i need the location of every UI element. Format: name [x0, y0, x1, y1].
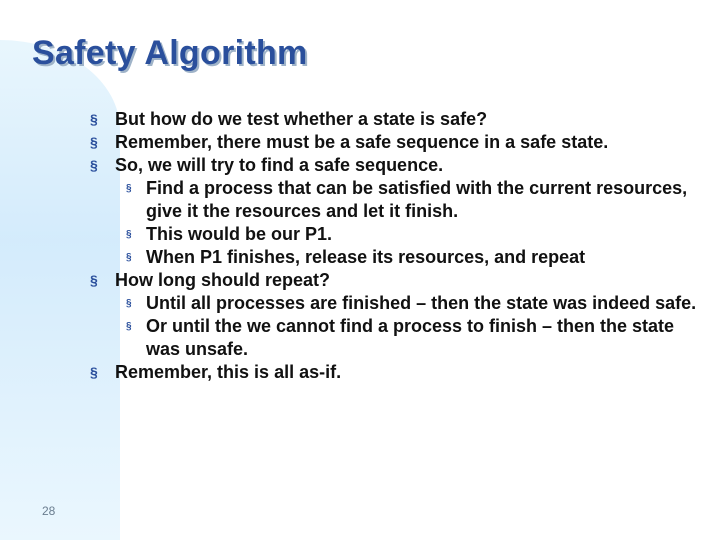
sub-bullet-item [90, 246, 710, 269]
sub-bullet-item [90, 223, 710, 246]
sub-bullet-marker-icon: § [126, 298, 132, 309]
slide-title: Safety Algorithm [32, 34, 308, 72]
sub-bullet-text: Find a process that can be satisfied with the current resources, give it the resources and let it finish. [146, 178, 688, 221]
bullet-marker-icon: § [90, 157, 98, 173]
sub-bullet-marker-icon: § [126, 321, 132, 332]
bullet-text: But how do we test whether a state is safe? [115, 109, 488, 129]
bullet-list [90, 108, 710, 384]
bullet-marker-icon: § [90, 272, 98, 288]
sub-bullet-text: Or until the we cannot find a process to finish – then the state was unsafe. [146, 316, 675, 359]
bullet-marker-icon: § [90, 134, 98, 150]
sub-bullet-text: This would be our P1. [146, 224, 333, 244]
bullet-text: How long should repeat? [115, 270, 330, 290]
bullet-item [90, 361, 710, 384]
sub-bullet-text: When P1 finishes, release its resources, and repeat [146, 247, 586, 267]
sub-bullet-marker-icon: § [126, 229, 132, 240]
bullet-text: Remember, there must be a safe sequence in a safe state. [115, 132, 609, 152]
bullet-text: Remember, this is all as-if. [115, 362, 342, 382]
bullet-item [90, 108, 710, 131]
sub-bullet-marker-icon: § [126, 252, 132, 263]
sub-bullet-item [90, 177, 710, 223]
bullet-item [90, 154, 710, 177]
bullet-text: So, we will try to find a safe sequence. [115, 155, 444, 175]
page-number: 28 [42, 504, 56, 518]
bullet-marker-icon: § [90, 111, 98, 127]
bullet-item [90, 269, 710, 292]
sub-bullet-marker-icon: § [126, 183, 132, 194]
sub-bullet-item [90, 315, 710, 361]
bullet-marker-icon: § [90, 364, 98, 380]
bullet-item [90, 131, 710, 154]
sub-bullet-text: Until all processes are finished – then the state was indeed safe. [146, 293, 697, 313]
sub-bullet-item [90, 292, 710, 315]
